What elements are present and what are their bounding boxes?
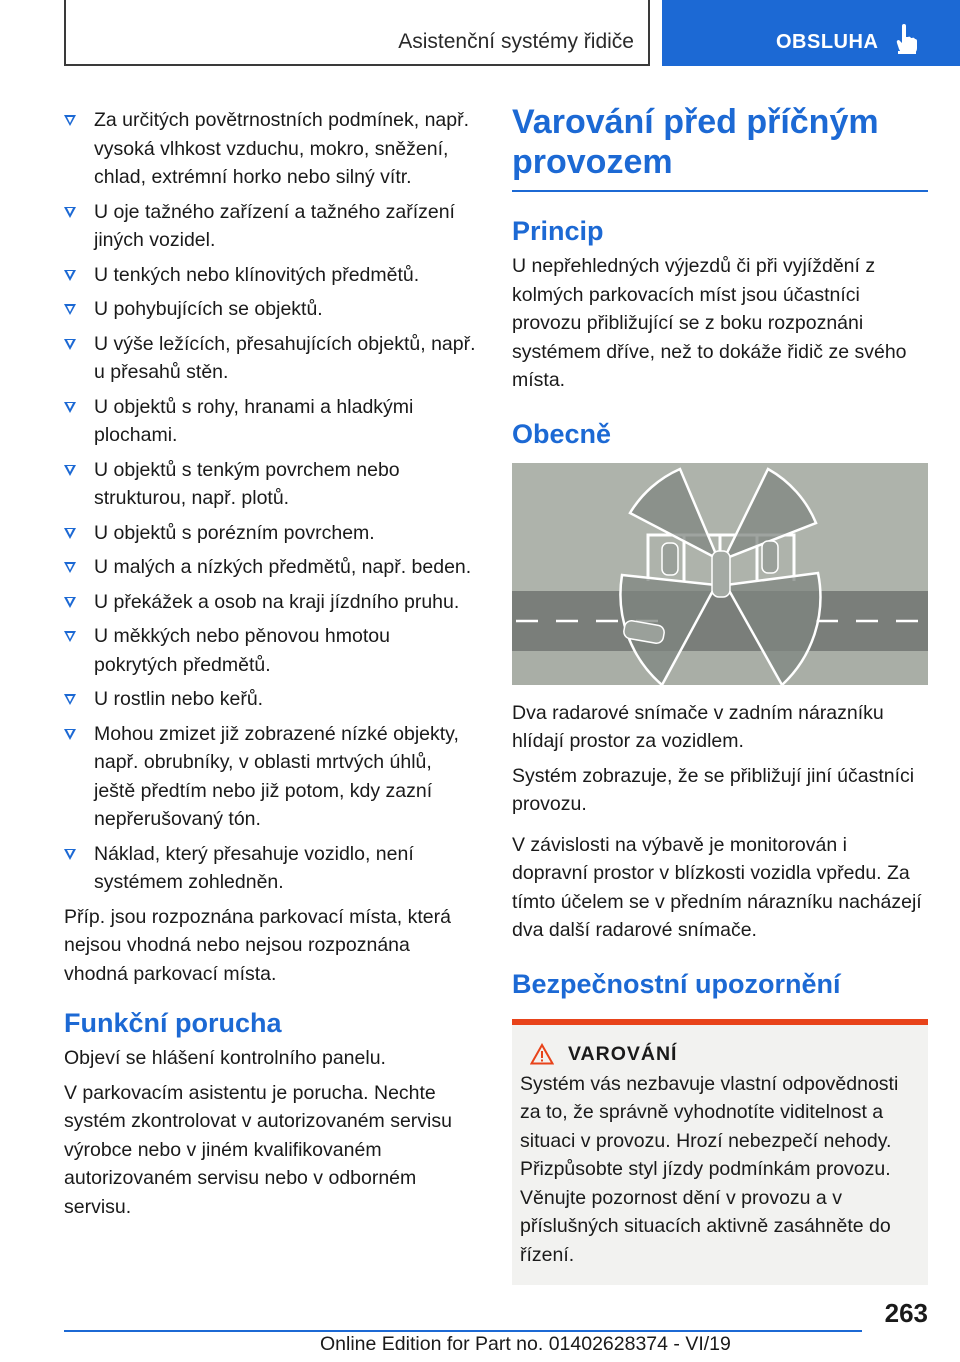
footer-divider: [64, 1330, 862, 1332]
general-heading: Obecně: [512, 418, 612, 449]
bullet-triangle-icon: [64, 270, 76, 281]
list-item: Za určitých povětrnostních podmínek, např. vysoká vlhkost vzduchu, mokro, sněžení, chlad, extrémní horko nebo silný vítr.: [64, 106, 478, 192]
bullet-triangle-icon: [64, 729, 76, 740]
page-title: Varování před příčným provozem: [512, 102, 928, 192]
header-section-title: Asistenční systémy řidiče: [398, 30, 634, 53]
fault-heading: Funkční porucha: [64, 1008, 282, 1038]
warning-triangle-icon: [530, 1043, 554, 1065]
list-item: U výše ležících, přesahujících objektů, např. u přesahů stěn.: [64, 330, 478, 387]
fault-paragraph-2: V parkovacím asistentu je porucha. Nechte systém zkontrolovat v autorizovaném servisu výrobce nebo v jiném kvalifikovaném autorizovaném servisu nebo v odborném servisu.: [64, 1081, 452, 1218]
safety-heading: Bezpečnostní upozornění: [512, 968, 841, 999]
pointing-hand-icon: [896, 24, 918, 54]
bullet-triangle-icon: [64, 528, 76, 539]
left-column: [64, 106, 478, 1221]
principle-heading: Princip: [512, 216, 604, 246]
list-item: U tenkých nebo klínovitých předmětů.: [64, 261, 478, 290]
footer-edition: Online Edition for Part no. 01402628374 - VI/19: [320, 1333, 731, 1355]
list-item: Mohou zmizet již zobrazené nízké objekty, např. obrubníky, v oblasti mrtvých úhlů, ještě předtím nebo již potom, kdy zazní nepřerušovaný tón.: [64, 720, 478, 834]
warning-title: VAROVÁNÍ: [568, 1042, 678, 1065]
warning-text: Systém vás nezbavuje vlastní odpovědnosti za to, že správně vyhodnotíte viditelnost a situaci v provozu. Hrozí nebezpečí nehody. Přizpůsobte styl jízdy podmínkám provozu. Věnujte pozornost dění v provozu a v příslušných situacích aktivně zasáhněte do řízení.: [520, 1072, 899, 1266]
general-paragraph-1: Dva radarové snímače v zadním nárazníku hlídají prostor za vozidlem.: [512, 701, 884, 752]
general-paragraph-3: V závislosti na výbavě je monitorován i dopravní prostor v blízkosti vozidla vpředu. Za tímto účelem se v předním nárazníku nacházejí dva další radarové snímače.: [512, 833, 922, 941]
bullet-triangle-icon: [64, 562, 76, 573]
bullet-triangle-icon: [64, 402, 76, 413]
list-item: U objektů s porézním povrchem.: [64, 519, 478, 548]
parking-note: Příp. jsou rozpoznána parkovací místa, která nejsou vhodná nebo nejsou rozpoznána vhodná parkovací místa.: [64, 905, 451, 985]
list-item: U měkkých nebo pěnovou hmotou pokrytých předmětů.: [64, 622, 478, 679]
right-column: [512, 102, 928, 1285]
header-tab-label: OBSLUHA: [776, 31, 879, 53]
list-item: U malých a nízkých předmětů, např. beden.: [64, 553, 478, 582]
list-item: U oje tažného zařízení a tažného zařízení jiných vozidel.: [64, 198, 478, 255]
list-item: U pohybujících se objektů.: [64, 295, 478, 324]
warning-title-row: [520, 1043, 920, 1066]
list-item: U objektů s tenkým povrchem nebo strukturou, např. plotů.: [64, 456, 478, 513]
radar-coverage-illustration: [512, 463, 928, 685]
list-item: U rostlin nebo keřů.: [64, 685, 478, 714]
page-number: 263: [884, 1298, 928, 1328]
principle-paragraph: U nepřehledných výjezdů či při vyjíždění z kolmých parkovacích míst jsou účastníci provozu přibližující se z boku rozpoznáni systémem dříve, než to dokáže řidič ze svého místa.: [512, 255, 907, 391]
bullet-triangle-icon: [64, 339, 76, 350]
header-tab: [662, 0, 960, 66]
bullet-triangle-icon: [64, 304, 76, 315]
header-section-box: [64, 0, 650, 66]
fault-paragraph-1: Objeví se hlášení kontrolního panelu.: [64, 1047, 386, 1069]
bullet-triangle-icon: [64, 465, 76, 476]
list-item: Náklad, který přesahuje vozidlo, není systémem zohledněn.: [64, 840, 478, 897]
bullet-triangle-icon: [64, 694, 76, 705]
list-item: U překážek a osob na kraji jízdního pruhu.: [64, 588, 478, 617]
bullet-triangle-icon: [64, 597, 76, 608]
bullet-triangle-icon: [64, 631, 76, 642]
general-paragraph-2: Systém zobrazuje, že se přibližují jiní účastníci provozu.: [512, 764, 915, 815]
warning-box: [512, 1019, 928, 1286]
bullet-triangle-icon: [64, 207, 76, 218]
list-item: U objektů s rohy, hranami a hladkými plochami.: [64, 393, 478, 450]
bullet-triangle-icon: [64, 849, 76, 860]
bullet-triangle-icon: [64, 115, 76, 126]
radar-illustration-svg: [512, 463, 928, 685]
